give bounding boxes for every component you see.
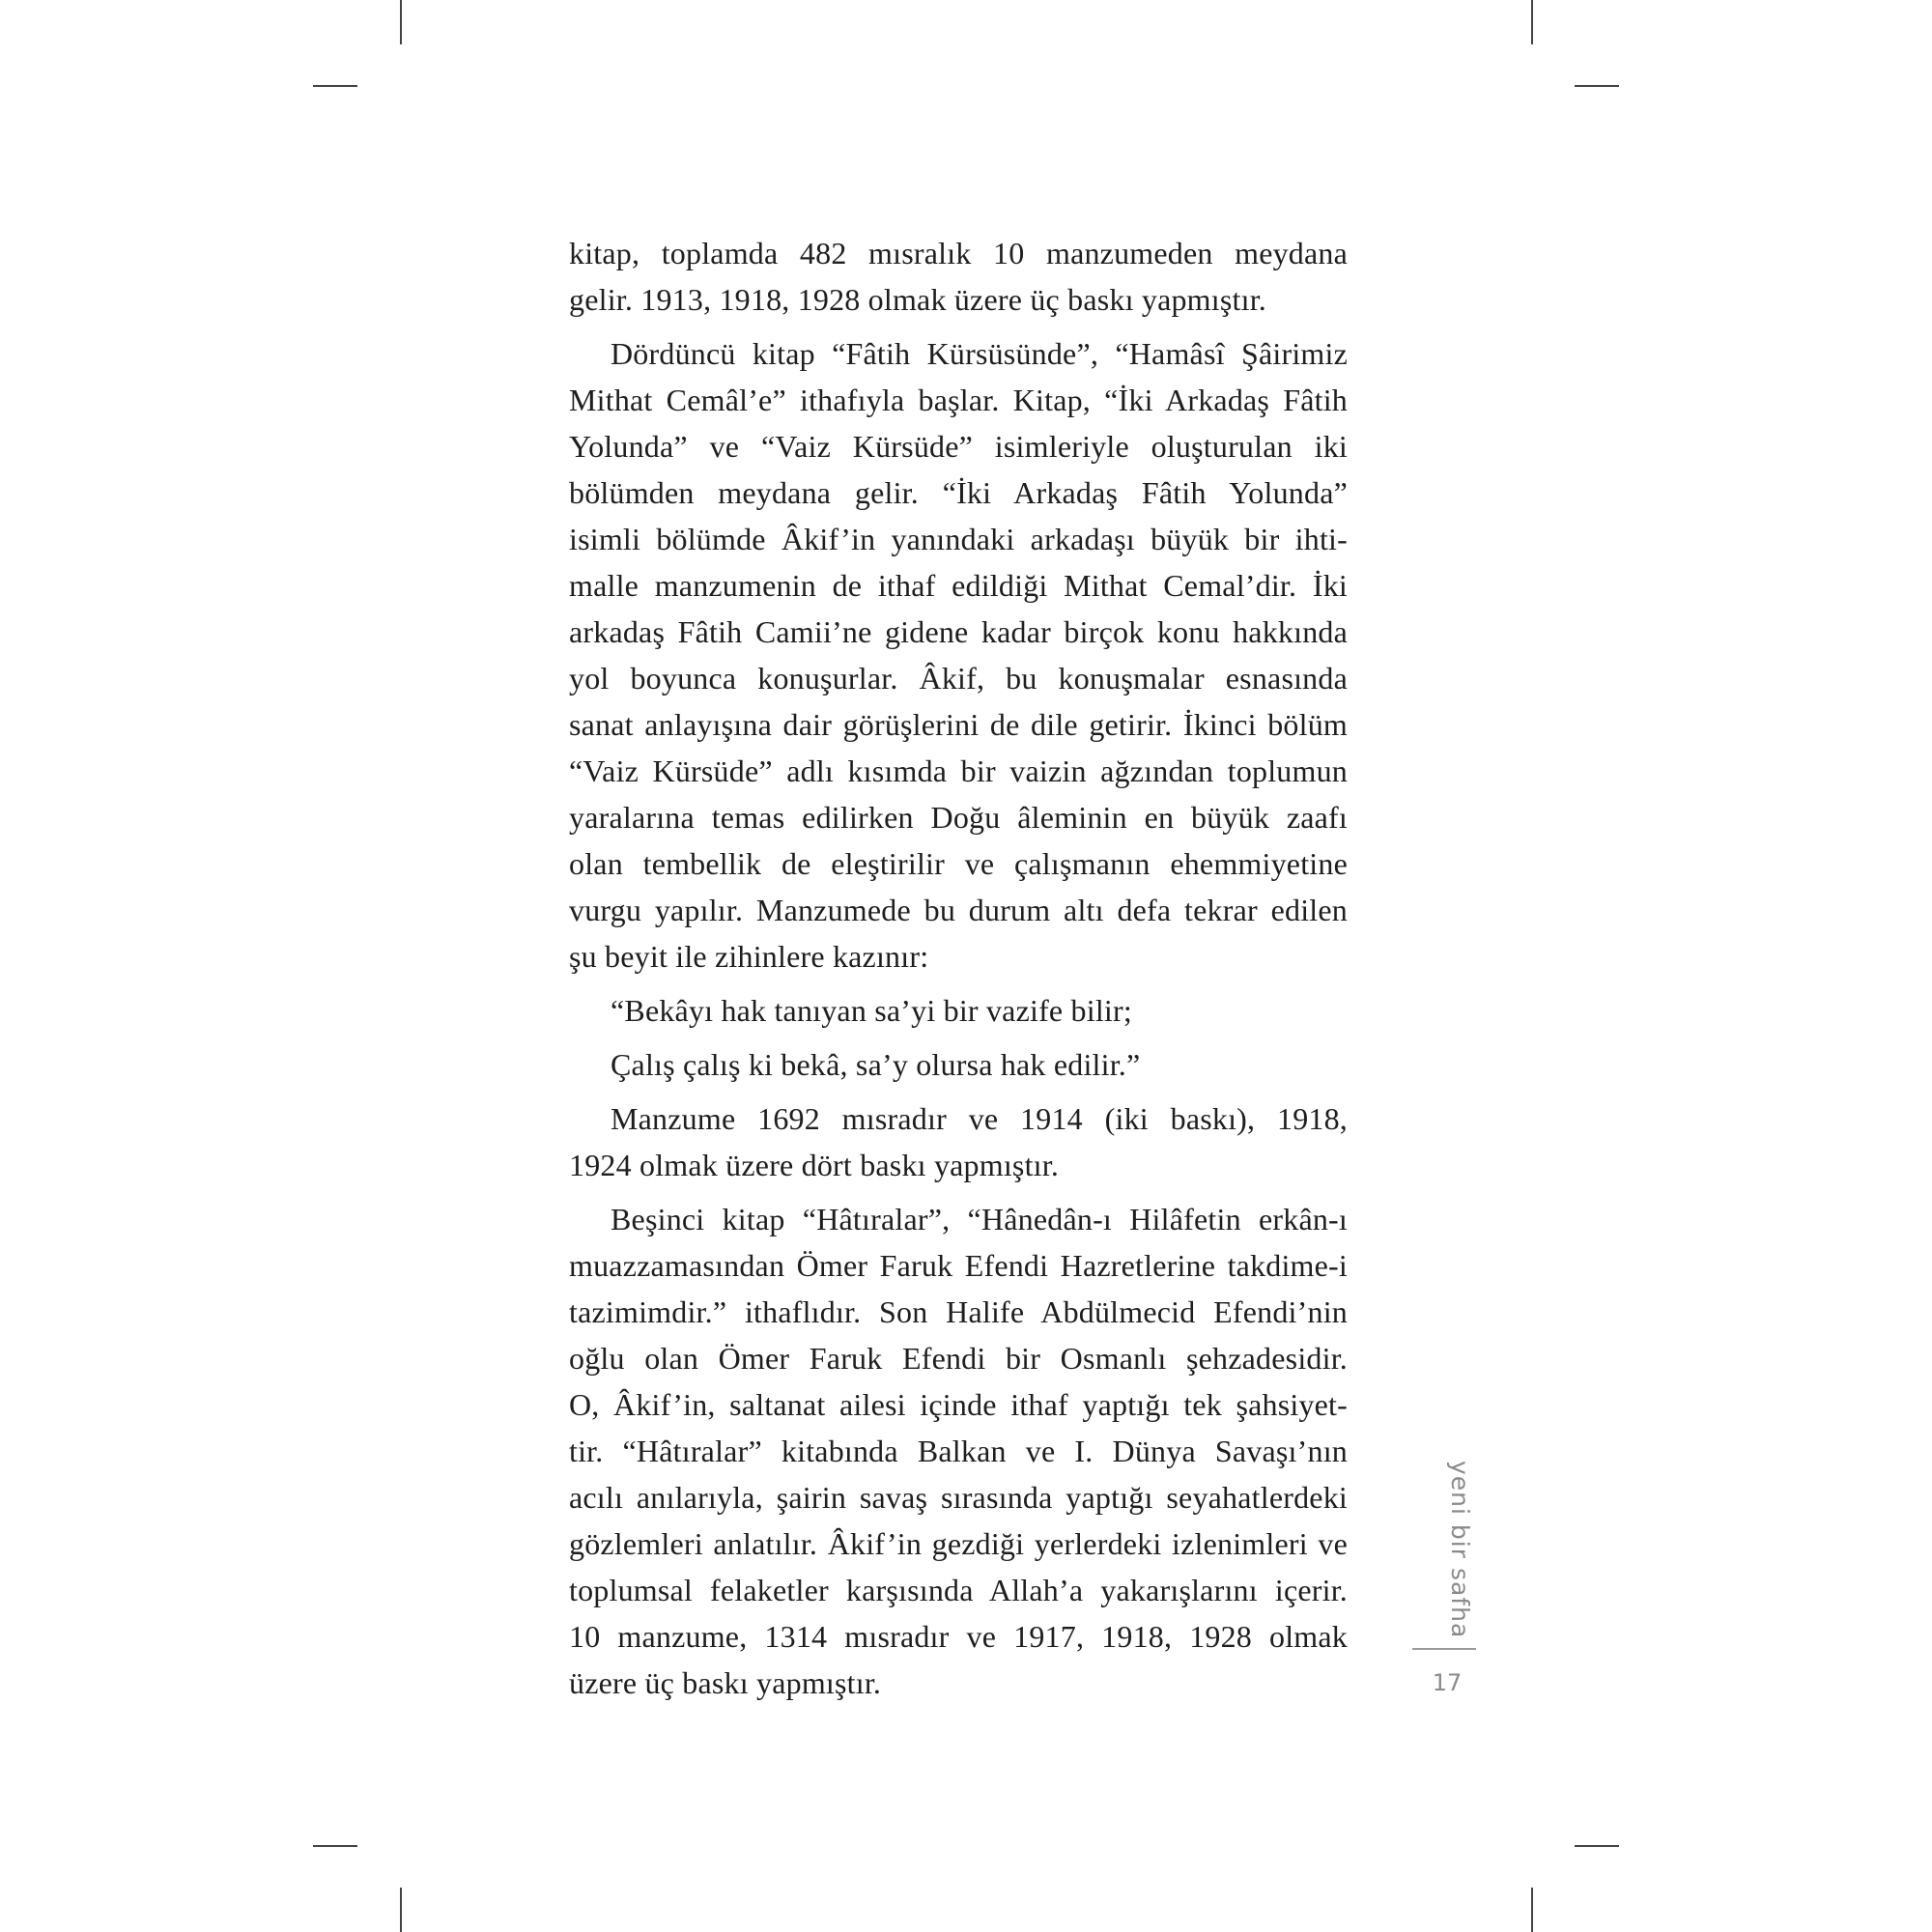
text-line: oğlu olan Ömer Faruk Efendi bir Osmanlı şehzadesidir. <box>569 1341 1348 1376</box>
crop-mark-bottom-right-horizontal <box>1575 1845 1619 1847</box>
crop-mark-bottom-right-vertical <box>1531 1888 1533 1932</box>
crop-mark-top-right-vertical <box>1531 0 1533 44</box>
verse-line-2: Çalış çalış ki bekâ, sa’y olursa hak edilir.” <box>611 1047 1141 1082</box>
paragraph-3 <box>569 1095 1348 1188</box>
text-line: arkadaş Fâtih Camii’ne gidene kadar birçok konu hakkında <box>569 614 1348 649</box>
folio-divider <box>1412 1648 1476 1650</box>
text-line: isimli bölümde Âkif’in yanındaki arkadaşı büyük bir ihti- <box>569 522 1348 556</box>
text-line: bölümden meydana gelir. “İki Arkadaş Fâtih Yolunda” <box>569 475 1348 510</box>
text-line: yol boyunca konuşurlar. Âkif, bu konuşmalar esnasında <box>569 661 1348 696</box>
crop-mark-top-left-horizontal <box>313 85 357 87</box>
text-line: 10 manzume, 1314 mısradır ve 1917, 1918, 1928 olmak <box>569 1619 1348 1654</box>
body-text <box>569 230 1348 1714</box>
text-line: şu beyit ile zihinlere kazınır: <box>569 939 929 974</box>
text-line: olan tembellik de eleştirilir ve çalışmanın ehemmiyetine <box>569 846 1348 881</box>
text-line: üzere üç baskı yapmıştır. <box>569 1665 882 1700</box>
text-line: O, Âkif’in, saltanat ailesi içinde ithaf yaptığı tek şahsiyet- <box>569 1387 1348 1422</box>
text-line: gelir. 1913, 1918, 1928 olmak üzere üç baskı yapmıştır. <box>569 282 1266 317</box>
text-line: tir. “Hâtıralar” kitabında Balkan ve I. Dünya Savaşı’nın <box>569 1434 1348 1468</box>
crop-mark-bottom-left-horizontal <box>313 1845 357 1847</box>
crop-mark-bottom-left-vertical <box>400 1888 402 1932</box>
text-line: tazimimdir.” ithaflıdır. Son Halife Abdülmecid Efendi’nin <box>569 1294 1348 1329</box>
paragraph-4 <box>569 1196 1348 1706</box>
text-line: 1924 olmak üzere dört baskı yapmıştır. <box>569 1148 1060 1182</box>
verse-line-1: “Bekâyı hak tanıyan sa’yi bir vazife bilir; <box>611 993 1132 1028</box>
text-line: Dördüncü kitap “Fâtih Kürsüsünde”, “Hamâsî Şâirimiz <box>611 336 1348 371</box>
text-line: sanat anlayışına dair görüşlerini de dile getirir. İkinci bölüm <box>569 707 1348 742</box>
paragraph-1 <box>569 230 1348 323</box>
text-line: kitap, toplamda 482 mısralık 10 manzumeden meydana <box>569 236 1348 270</box>
text-line: muazzamasından Ömer Faruk Efendi Hazretlerine takdime-i <box>569 1248 1348 1283</box>
text-line: toplumsal felaketler karşısında Allah’a yakarışlarını içerir. <box>569 1573 1348 1607</box>
running-title: yeni bir safha <box>1446 1461 1474 1639</box>
text-line: “Vaiz Kürsüde” adlı kısımda bir vaizin ağzından toplumun <box>569 753 1348 788</box>
paragraph-2 <box>569 330 1348 980</box>
text-line: Yolunda” ve “Vaiz Kürsüde” isimleriyle oluşturulan iki <box>569 429 1348 464</box>
text-line: Mithat Cemâl’e” ithafıyla başlar. Kitap, “İki Arkadaş Fâtih <box>569 383 1348 417</box>
text-line: malle manzumenin de ithaf edildiği Mithat Cemal’dir. İki <box>569 568 1348 603</box>
page-number: 17 <box>1432 1669 1463 1696</box>
crop-mark-top-right-horizontal <box>1575 85 1619 87</box>
text-line: vurgu yapılır. Manzumede bu durum altı defa tekrar edilen <box>569 893 1348 927</box>
text-line: gözlemleri anlatılır. Âkif’in gezdiği yerlerdeki izlenimleri ve <box>569 1526 1348 1561</box>
text-line: Beşinci kitap “Hâtıralar”, “Hânedân-ı Hilâfetin erkân-ı <box>611 1202 1348 1236</box>
text-line: acılı anılarıyla, şairin savaş sırasında yaptığı seyahatlerdeki <box>569 1480 1348 1515</box>
crop-mark-top-left-vertical <box>400 0 402 44</box>
text-line: yaralarına temas edilirken Doğu âleminin en büyük zaafı <box>569 800 1348 835</box>
text-line: Manzume 1692 mısradır ve 1914 (iki baskı), 1918, <box>611 1101 1348 1136</box>
